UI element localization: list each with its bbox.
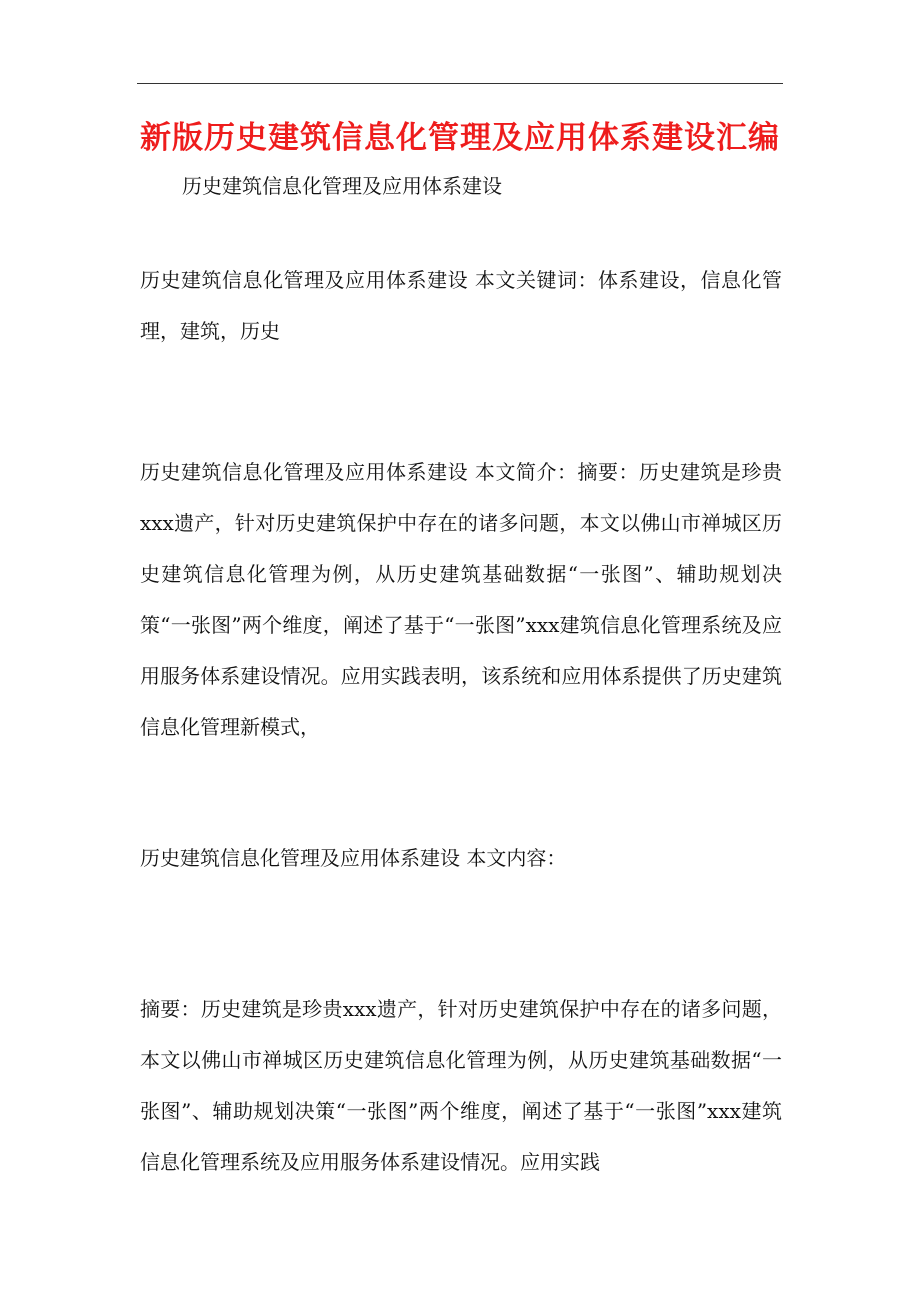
document-subtitle: 历史建筑信息化管理及应用体系建设 (182, 174, 502, 198)
abstract-paragraph: 摘要：历史建筑是珍贵xxx遗产，针对历史建筑保护中存在的诸多问题，本文以佛山市禅城区历史建筑信息化管理为例，从历史建筑基础数据“一张图”、辅助规划决策“一张图”两个维度，阐述了基于“一张图”xxx建筑信息化管理系统及应用服务体系建设情况。应用实践 (140, 997, 782, 1174)
keywords-paragraph: 历史建筑信息化管理及应用体系建设 本文关键词：体系建设，信息化管理，建筑，历史 (140, 268, 782, 343)
header-rule (137, 83, 783, 84)
content-heading: 历史建筑信息化管理及应用体系建设 本文内容： (140, 846, 567, 870)
intro-paragraph: 历史建筑信息化管理及应用体系建设 本文简介：摘要：历史建筑是珍贵xxx遗产，针对历史建筑保护中存在的诸多问题，本文以佛山市禅城区历史建筑信息化管理为例，从历史建筑基础数据“一张图”、辅助规划决策“一张图”两个维度，阐述了基于“一张图”xxx建筑信息化管理系统及应用服务体系建设情况。应用实践表明，该系统和应用体系提供了历史建筑信息化管理新模式， (140, 460, 782, 739)
document-title: 新版历史建筑信息化管理及应用体系建设汇编 (140, 120, 780, 156)
